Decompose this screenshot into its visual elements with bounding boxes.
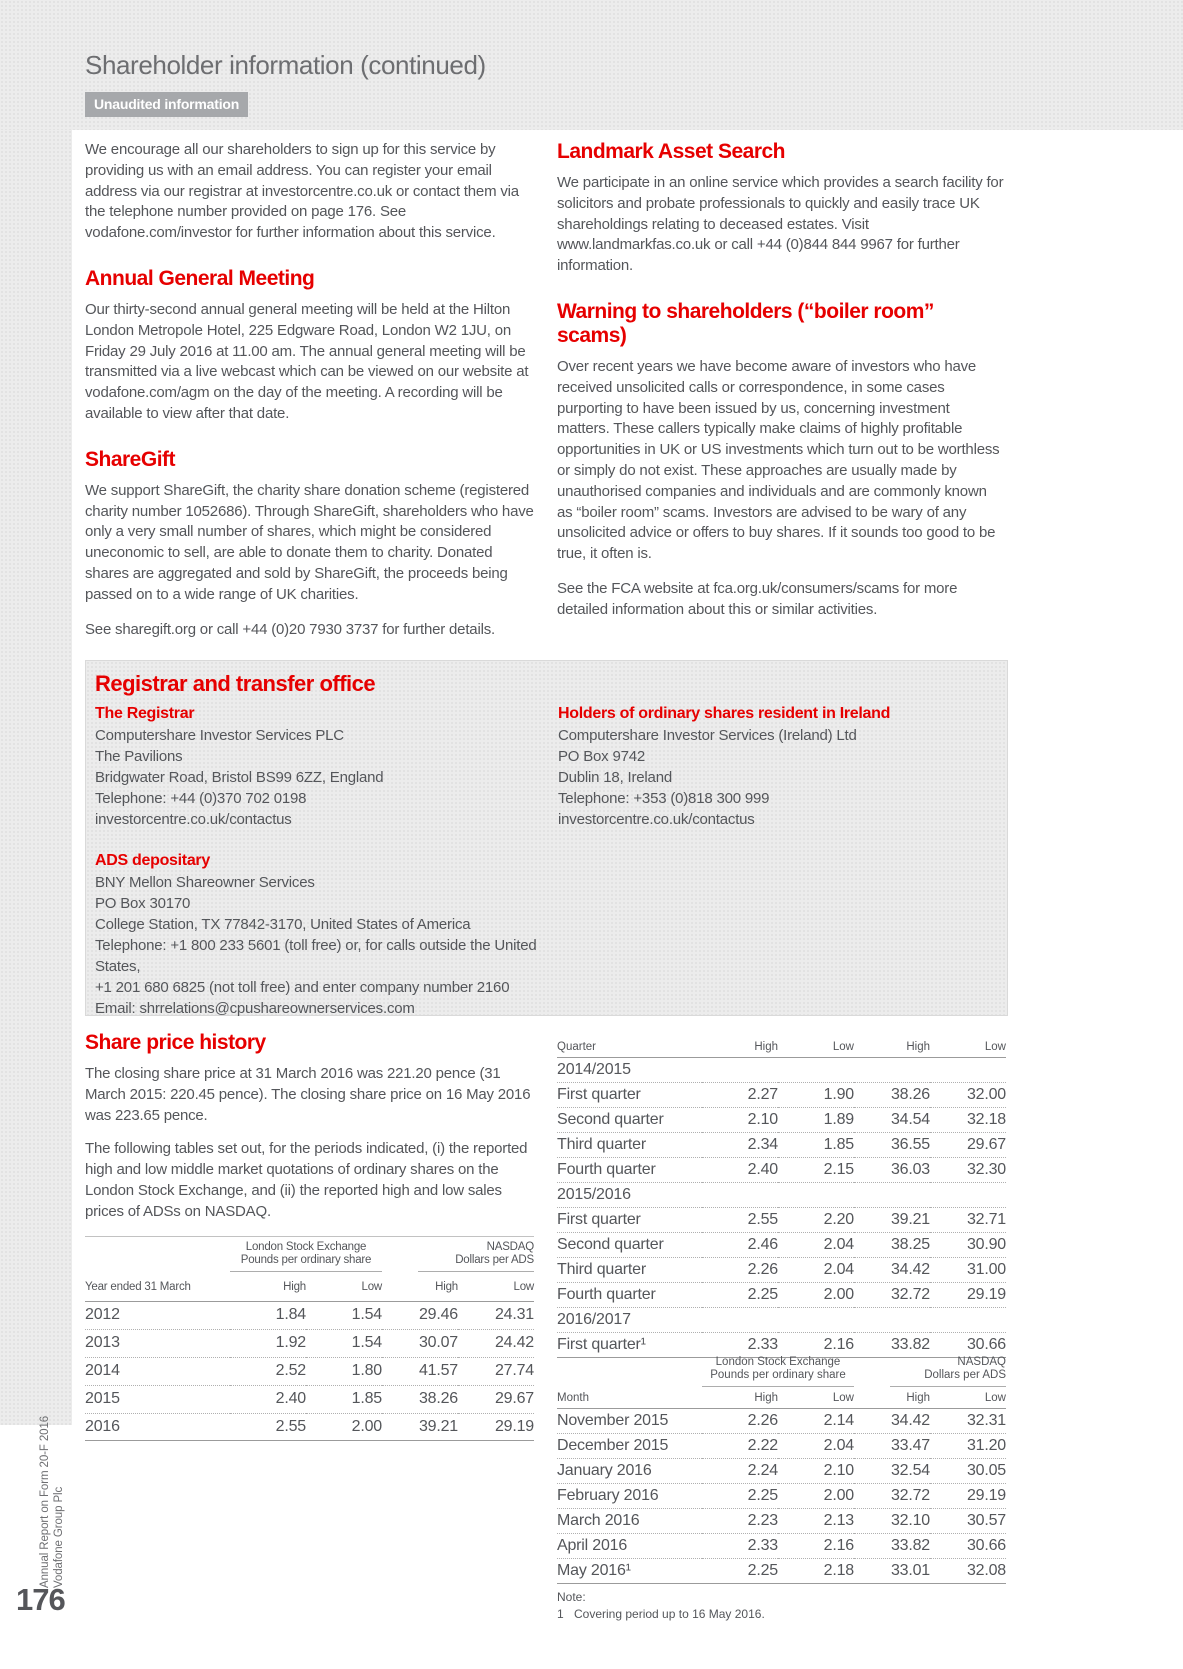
cell-value: 2.26 — [702, 1258, 778, 1283]
note-line — [557, 1607, 765, 1621]
share-price-paragraph-2: The following tables set out, for the periods indicated, (i) the reported high and low middle market quotations of ordinary shares on the London Stock Exchange, and (ii) the reported high and low sales prices of ADSs on NASDAQ. — [85, 1140, 528, 1220]
table-row — [557, 1559, 1006, 1584]
row-label: April 2016 — [557, 1534, 702, 1559]
cell-value: 32.72 — [854, 1484, 930, 1509]
row-label: First quarter¹ — [557, 1333, 702, 1358]
table-note — [557, 1590, 765, 1621]
agm-paragraph: Our thirty-second annual general meeting will be held at the Hilton London Metropole Hotel, 225 Edgware Road, London W2 1JU, on Friday 29 July 2016 at 11.00 am. The annual general meeting will be transmitted via a live webcast which can be viewed on our website at vodafone.com/agm on the day of the meeting. A recording will be available to view after that date. — [85, 300, 529, 422]
table-subhead-row — [557, 1183, 1006, 1208]
nasdaq-group-header: NASDAQ Dollars per ADS — [890, 1352, 1006, 1387]
cell-value: 33.82 — [854, 1333, 930, 1358]
cell-value: 34.42 — [854, 1258, 930, 1283]
col-header: Low — [778, 1387, 854, 1409]
row-label: February 2016 — [557, 1484, 702, 1509]
landmark-paragraph: We participate in an online service which provides a search facility for solicitors and probate professionals to quickly and easily trace UK shareholdings relating to deceased estates. Visit www.landmarkfas.co.uk or call +44 (0)844 844 9967 for further information. — [557, 174, 1004, 275]
cell-value: 2.16 — [778, 1534, 854, 1559]
sharegift-paragraph: We support ShareGift, the charity share donation scheme (registered charity number 1052686). Through ShareGift, shareholders who have only a very small number of shares, which might be considered uneconomic to sell, are able to donate them to charity. Donated shares are aggregated and sold by ShareGift, the proceeds being passed on to a wide range of UK charities. — [85, 481, 534, 603]
cell-value: 27.74 — [458, 1357, 534, 1385]
cell-value: 2.10 — [778, 1459, 854, 1484]
col-header: Low — [306, 1272, 382, 1302]
col-header: High — [854, 1387, 930, 1409]
table-row — [557, 1158, 1006, 1183]
row-label: Second quarter — [557, 1233, 702, 1258]
cell-value: 2.34 — [702, 1133, 778, 1158]
table-row — [557, 1434, 1006, 1459]
lse-group-header: London Stock Exchange Pounds per ordinary share — [230, 1237, 382, 1272]
sharegift-heading: ShareGift — [85, 447, 176, 471]
address-line: Computershare Investor Services (Ireland) Ltd — [558, 727, 857, 744]
cell-value: 2.33 — [702, 1333, 778, 1358]
table-row — [557, 1283, 1006, 1308]
table-row — [85, 1357, 534, 1385]
cell-value: 2.00 — [778, 1484, 854, 1509]
row-label: 2016/2017 — [557, 1308, 1006, 1333]
cell-value: 2.40 — [702, 1158, 778, 1183]
cell-value: 36.55 — [854, 1133, 930, 1158]
registrar-panel-right-column — [558, 705, 998, 1019]
intro-paragraph: We encourage all our shareholders to sign up for this service by providing us with an email address. You can register your email address via our registrar at investorcentre.co.uk or contact them via the telephone number provided on page 176. See vodafone.com/investor for further information about this service. — [85, 141, 519, 242]
cell-value: 41.57 — [382, 1357, 458, 1385]
quarterly-price-table — [557, 1036, 1006, 1358]
registrar-panel — [85, 660, 1008, 1016]
cell-value: 32.72 — [854, 1283, 930, 1308]
address-line: +1 201 680 6825 (not toll free) and enter company number 2160 — [95, 979, 510, 996]
cell-value: 2.55 — [230, 1413, 306, 1441]
cell-value: 1.85 — [778, 1133, 854, 1158]
table-row — [557, 1133, 1006, 1158]
cell-value: 1.54 — [351, 1306, 382, 1324]
cell-value: 33.47 — [854, 1434, 930, 1459]
cell-value: 2.22 — [702, 1434, 778, 1459]
cell-value: 2.25 — [702, 1559, 778, 1584]
col-header: Low — [778, 1036, 854, 1058]
table-row — [85, 1330, 534, 1358]
ads-depositary-block — [95, 852, 558, 1019]
table-row — [557, 1484, 1006, 1509]
address-line: PO Box 9742 — [558, 748, 646, 765]
cell-value: 30.90 — [930, 1233, 1006, 1258]
yearly-price-table — [85, 1236, 534, 1442]
table-row — [557, 1509, 1006, 1534]
address-line: PO Box 30170 — [95, 895, 191, 912]
cell-value: 32.00 — [930, 1083, 1006, 1108]
cell-value: 2.18 — [778, 1559, 854, 1584]
monthly-price-table — [557, 1352, 1006, 1584]
unaudited-badge: Unaudited information — [85, 92, 248, 117]
table-row — [85, 1413, 534, 1441]
row-label: Second quarter — [557, 1108, 702, 1133]
sidebar-company-name: Vodafone Group Plc — [53, 1486, 65, 1588]
cell-value: 32.30 — [930, 1158, 1006, 1183]
cell-value: 2.24 — [702, 1459, 778, 1484]
right-column — [557, 140, 1006, 635]
cell-value: 2.33 — [702, 1534, 778, 1559]
cell-value: 31.20 — [930, 1434, 1006, 1459]
table-row — [557, 1459, 1006, 1484]
cell-value: 2.04 — [778, 1434, 854, 1459]
cell-value: 2.16 — [778, 1333, 854, 1358]
cell-value: 30.66 — [930, 1534, 1006, 1559]
cell-value: 38.26 — [854, 1083, 930, 1108]
column-header-row — [85, 1272, 534, 1302]
cell-value: 33.82 — [854, 1534, 930, 1559]
cell-value: 2.14 — [823, 1412, 854, 1429]
cell-value: 2.00 — [306, 1413, 382, 1441]
cell-value: 2.13 — [778, 1509, 854, 1534]
address-line: College Station, TX 77842-3170, United States of America — [95, 916, 471, 933]
cell-value: 30.57 — [930, 1509, 1006, 1534]
cell-value: 34.54 — [854, 1108, 930, 1133]
group-header-row — [557, 1352, 1006, 1387]
cell-value: 29.19 — [458, 1413, 534, 1441]
cell-value: 2.23 — [702, 1509, 778, 1534]
cell-value: 2.04 — [778, 1258, 854, 1283]
row-label: Fourth quarter — [557, 1283, 702, 1308]
row-label: 2015 — [85, 1385, 230, 1413]
row-label: December 2015 — [557, 1434, 702, 1459]
cell-value: 2.00 — [778, 1283, 854, 1308]
column-header-row — [557, 1036, 1006, 1058]
col-header: High — [702, 1387, 778, 1409]
row-header-label: Month — [557, 1387, 702, 1409]
nasdaq-group-header: NASDAQ Dollars per ADS — [418, 1237, 534, 1272]
row-label: November 2015 — [557, 1412, 669, 1429]
page-title: Shareholder information (continued) — [85, 50, 486, 80]
warning-heading: Warning to shareholders (“boiler room” scams) — [557, 299, 934, 347]
cell-value: 1.89 — [778, 1108, 854, 1133]
landmark-heading: Landmark Asset Search — [557, 140, 785, 163]
share-price-heading: Share price history — [85, 1031, 266, 1054]
ads-depositary-subheading: ADS depositary — [95, 852, 210, 869]
cell-value: 1.84 — [275, 1306, 306, 1324]
cell-value: 29.46 — [418, 1306, 458, 1324]
sharegift-contact: See sharegift.org or call +44 (0)20 7930 3737 for further details. — [85, 620, 495, 638]
row-header-label: Year ended 31 March — [85, 1272, 230, 1302]
row-label: March 2016 — [557, 1509, 702, 1534]
warning-paragraph: Over recent years we have become aware of investors who have received unsolicited calls or correspondence, in some cases purporting to have been issued by us, concerning investment matters. These callers typically make claims of highly profitable opportunities in UK or US investments which turn out to be worthless or simply do not exist. These approaches are usually made by unauthorised companies and individuals and are commonly known as “boiler room” scams. Investors are advised to be wary of any unsolicited advice or offers to buy shares. If it sounds too good to be true, it often is. — [557, 357, 1000, 563]
col-header: Low — [930, 1387, 1006, 1409]
registrar-subheading: The Registrar — [95, 705, 195, 722]
note-number: 1 — [557, 1607, 564, 1621]
row-label: January 2016 — [557, 1459, 702, 1484]
ireland-holders-address — [558, 725, 998, 830]
cell-value: 2.25 — [702, 1283, 778, 1308]
address-line: Bridgwater Road, Bristol BS99 6ZZ, England — [95, 769, 384, 786]
cell-value: 1.80 — [306, 1357, 382, 1385]
row-label: 2013 — [85, 1330, 230, 1358]
row-header-label: Quarter — [557, 1036, 702, 1058]
col-header: High — [854, 1036, 930, 1058]
table-row — [557, 1208, 1006, 1233]
cell-value: 32.18 — [930, 1108, 1006, 1133]
ads-depositary-address — [95, 872, 558, 1019]
cell-value: 2.25 — [702, 1484, 778, 1509]
sidebar-report-name: Annual Report on Form 20-F 2016 — [39, 1415, 51, 1588]
address-line: BNY Mellon Shareowner Services — [95, 874, 315, 891]
cell-value: 2.40 — [230, 1385, 306, 1413]
group-header-row — [85, 1236, 534, 1272]
address-line: Computershare Investor Services PLC — [95, 727, 344, 744]
column-header-row — [557, 1387, 1006, 1409]
cell-value: 24.42 — [458, 1330, 534, 1358]
cell-value: 38.25 — [854, 1233, 930, 1258]
warning-fca-paragraph: See the FCA website at fca.org.uk/consumers/scams for more detailed information about this or similar activities. — [557, 579, 958, 618]
table-row — [557, 1409, 1006, 1434]
row-label: First quarter — [557, 1208, 702, 1233]
cell-value: 1.92 — [230, 1330, 306, 1358]
note-text: Covering period up to 16 May 2016. — [574, 1607, 765, 1621]
cell-value: 29.67 — [930, 1133, 1006, 1158]
cell-value: 34.42 — [890, 1412, 930, 1429]
cell-value: 38.26 — [382, 1385, 458, 1413]
col-header: Low — [930, 1036, 1006, 1058]
cell-value: 2.27 — [702, 1083, 778, 1108]
table-row — [557, 1534, 1006, 1559]
cell-value: 2.46 — [702, 1233, 778, 1258]
cell-value: 36.03 — [854, 1158, 930, 1183]
left-column — [85, 140, 534, 654]
ireland-holders-subheading: Holders of ordinary shares resident in Ireland — [558, 705, 891, 722]
col-header: High — [382, 1272, 458, 1302]
row-label: Fourth quarter — [557, 1158, 702, 1183]
address-line: Telephone: +1 800 233 5601 (toll free) or, for calls outside the United States, — [95, 937, 537, 975]
cell-value: 2.04 — [778, 1233, 854, 1258]
col-header: High — [702, 1036, 778, 1058]
table-row — [85, 1302, 534, 1330]
row-label: 2015/2016 — [557, 1183, 1006, 1208]
cell-value: 2.55 — [702, 1208, 778, 1233]
cell-value: 32.08 — [930, 1559, 1006, 1584]
table-row — [557, 1233, 1006, 1258]
address-line: Dublin 18, Ireland — [558, 769, 672, 786]
share-price-paragraph-1: The closing share price at 31 March 2016 was 221.20 pence (31 March 2015: 220.45 pence). The closing share price on 16 May 2016 was 223.65 pence. — [85, 1065, 531, 1124]
cell-value: 39.21 — [854, 1208, 930, 1233]
cell-value: 1.54 — [306, 1330, 382, 1358]
share-price-section — [85, 1031, 534, 1441]
cell-value: 29.67 — [458, 1385, 534, 1413]
address-line: Email: shrrelations@cpushareownerservices.com — [95, 1000, 415, 1017]
cell-value: 39.21 — [382, 1413, 458, 1441]
cell-value: 32.71 — [930, 1208, 1006, 1233]
cell-value: 2.52 — [230, 1357, 306, 1385]
row-label: Third quarter — [557, 1133, 702, 1158]
row-label: 2012 — [85, 1306, 120, 1324]
table-subhead-row — [557, 1058, 1006, 1083]
col-header: High — [230, 1272, 306, 1302]
cell-value: 30.66 — [930, 1333, 1006, 1358]
left-margin-texture — [0, 130, 72, 1425]
cell-value: 29.19 — [930, 1484, 1006, 1509]
address-line: The Pavilions — [95, 748, 183, 765]
cell-value: 2.10 — [702, 1108, 778, 1133]
cell-value: 30.07 — [382, 1330, 458, 1358]
row-label: 2016 — [85, 1413, 230, 1441]
registrar-panel-heading: Registrar and transfer office — [95, 671, 376, 696]
table-subhead-row — [557, 1308, 1006, 1333]
cell-value: 33.01 — [854, 1559, 930, 1584]
cell-value: 24.31 — [494, 1306, 534, 1324]
row-label: 2014 — [85, 1357, 230, 1385]
note-label: Note: — [557, 1590, 586, 1604]
page-number: 176 — [16, 1582, 65, 1617]
cell-value: 31.00 — [930, 1258, 1006, 1283]
lse-group-header: London Stock Exchange Pounds per ordinary share — [702, 1352, 854, 1387]
registrar-block — [95, 705, 558, 830]
cell-value: 29.19 — [930, 1283, 1006, 1308]
cell-value: 2.15 — [778, 1158, 854, 1183]
address-line: investorcentre.co.uk/contactus — [95, 811, 292, 828]
table-row — [85, 1385, 534, 1413]
cell-value: 1.85 — [306, 1385, 382, 1413]
row-label: First quarter — [557, 1083, 702, 1108]
cell-value: 32.31 — [966, 1412, 1006, 1429]
table-row — [557, 1108, 1006, 1133]
table-row — [557, 1258, 1006, 1283]
cell-value: 1.90 — [778, 1083, 854, 1108]
row-label: Third quarter — [557, 1258, 702, 1283]
col-header: Low — [458, 1272, 534, 1302]
registrar-address — [95, 725, 558, 830]
cell-value: 32.10 — [854, 1509, 930, 1534]
cell-value: 32.54 — [854, 1459, 930, 1484]
cell-value: 2.26 — [747, 1412, 778, 1429]
agm-heading: Annual General Meeting — [85, 266, 315, 290]
table-row — [557, 1083, 1006, 1108]
registrar-panel-left-column — [95, 705, 558, 1019]
row-label: May 2016¹ — [557, 1559, 702, 1584]
address-line: Telephone: +353 (0)818 300 999 — [558, 790, 770, 807]
cell-value: 2.20 — [778, 1208, 854, 1233]
cell-value: 30.05 — [930, 1459, 1006, 1484]
address-line: investorcentre.co.uk/contactus — [558, 811, 755, 828]
address-line: Telephone: +44 (0)370 702 0198 — [95, 790, 307, 807]
row-label: 2014/2015 — [557, 1061, 631, 1078]
